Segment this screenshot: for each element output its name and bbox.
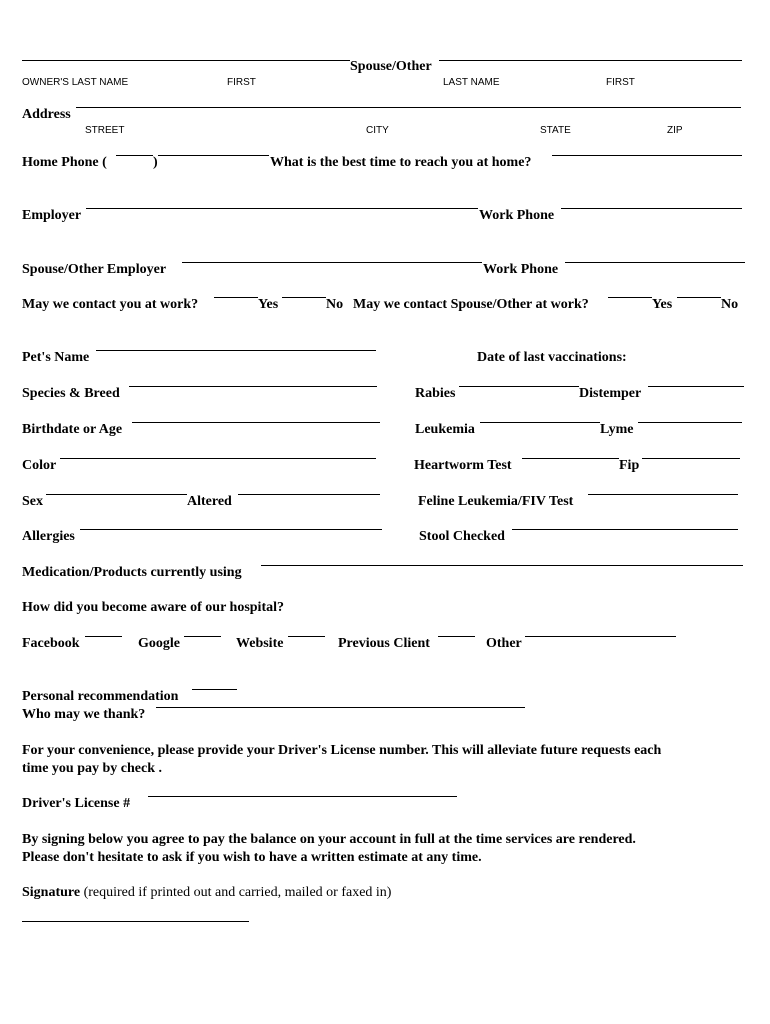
color-label: Color bbox=[22, 458, 57, 473]
signature-label bbox=[22, 885, 391, 901]
stool-checked-date-field[interactable] bbox=[512, 529, 738, 530]
spouse-work-phone-field[interactable] bbox=[565, 262, 745, 263]
contact-spouse-yes-blank[interactable] bbox=[608, 297, 652, 298]
sex-field[interactable] bbox=[46, 494, 187, 495]
employer-field[interactable] bbox=[86, 208, 478, 209]
altered-field[interactable] bbox=[238, 494, 380, 495]
heartworm-test-label: Heartworm Test bbox=[414, 458, 512, 473]
owner-last-name-caption: OWNER'S LAST NAME bbox=[22, 77, 129, 88]
agreement-line1: By signing below you agree to pay the balance on your account in full at the time services are rendered. bbox=[22, 832, 636, 847]
fip-label: Fip bbox=[619, 458, 640, 473]
birthdate-age-label: Birthdate or Age bbox=[22, 422, 123, 437]
who-may-we-thank-label: Who may we thank? bbox=[22, 707, 146, 722]
employer-label: Employer bbox=[22, 208, 82, 223]
other-field[interactable] bbox=[525, 636, 676, 637]
website-label: Website bbox=[236, 636, 284, 651]
feline-leukemia-fiv-label: Feline Leukemia/FIV Test bbox=[418, 494, 574, 509]
heartworm-test-date-field[interactable] bbox=[522, 458, 619, 459]
spouse-first-name-caption: FIRST bbox=[606, 77, 635, 88]
aware-question: How did you become aware of our hospital? bbox=[22, 600, 284, 615]
contact-work-no-label: No bbox=[326, 297, 344, 312]
distemper-date-field[interactable] bbox=[648, 386, 744, 387]
spouse-employer-label: Spouse/Other Employer bbox=[22, 262, 167, 277]
sex-label: Sex bbox=[22, 494, 43, 509]
home-phone-number-field[interactable] bbox=[158, 155, 269, 156]
best-time-field[interactable] bbox=[552, 155, 742, 156]
distemper-label: Distemper bbox=[579, 386, 642, 401]
signature-field[interactable] bbox=[22, 921, 249, 922]
license-note-line1: For your convenience, please provide your Driver's License number. This will alleviate future requests each bbox=[22, 743, 662, 758]
personal-recommendation-blank[interactable] bbox=[192, 689, 237, 690]
spouse-work-phone-label: Work Phone bbox=[483, 262, 559, 277]
signature-word: Signature bbox=[22, 885, 81, 900]
home-phone-area-code-field[interactable] bbox=[116, 155, 153, 156]
drivers-license-field[interactable] bbox=[148, 796, 457, 797]
work-phone-field[interactable] bbox=[561, 208, 742, 209]
spouse-name-field[interactable] bbox=[439, 60, 742, 61]
owner-first-name-caption: FIRST bbox=[227, 77, 256, 88]
spouse-other-label: Spouse/Other bbox=[350, 59, 432, 74]
contact-spouse-yes-label: Yes bbox=[652, 297, 673, 312]
zip-caption: ZIP bbox=[667, 125, 683, 136]
street-caption: STREET bbox=[85, 125, 125, 136]
contact-work-no-blank[interactable] bbox=[282, 297, 326, 298]
contact-spouse-question: May we contact Spouse/Other at work? bbox=[353, 297, 589, 312]
owner-name-field[interactable] bbox=[22, 60, 350, 61]
work-phone-label: Work Phone bbox=[479, 208, 555, 223]
pet-name-field[interactable] bbox=[96, 350, 376, 351]
lyme-label: Lyme bbox=[600, 422, 634, 437]
personal-recommendation-label: Personal recommendation bbox=[22, 689, 179, 704]
rabies-label: Rabies bbox=[415, 386, 456, 401]
signature-note: (required if printed out and carried, mailed or faxed in) bbox=[80, 885, 392, 900]
drivers-license-label: Driver's License # bbox=[22, 796, 131, 811]
facebook-label: Facebook bbox=[22, 636, 80, 651]
color-field[interactable] bbox=[60, 458, 376, 459]
fip-date-field[interactable] bbox=[642, 458, 740, 459]
feline-leukemia-fiv-date-field[interactable] bbox=[588, 494, 738, 495]
contact-work-yes-blank[interactable] bbox=[214, 297, 258, 298]
species-breed-field[interactable] bbox=[129, 386, 377, 387]
medication-field[interactable] bbox=[261, 565, 743, 566]
address-field[interactable] bbox=[76, 107, 741, 108]
agreement-line2: Please don't hesitate to ask if you wish to have a written estimate at any time. bbox=[22, 850, 482, 865]
state-caption: STATE bbox=[540, 125, 571, 136]
spouse-employer-field[interactable] bbox=[182, 262, 482, 263]
home-phone-label: Home Phone ( bbox=[22, 155, 107, 170]
home-phone-close-paren: ) bbox=[153, 155, 158, 170]
leukemia-date-field[interactable] bbox=[480, 422, 600, 423]
address-label: Address bbox=[22, 107, 71, 122]
previous-client-label: Previous Client bbox=[338, 636, 430, 651]
contact-work-yes-label: Yes bbox=[258, 297, 279, 312]
license-note-line2: time you pay by check . bbox=[22, 761, 162, 776]
best-time-label: What is the best time to reach you at home? bbox=[270, 155, 532, 170]
stool-checked-label: Stool Checked bbox=[419, 529, 505, 544]
medication-label: Medication/Products currently using bbox=[22, 565, 242, 580]
species-breed-label: Species & Breed bbox=[22, 386, 120, 401]
allergies-field[interactable] bbox=[80, 529, 382, 530]
facebook-blank[interactable] bbox=[85, 636, 122, 637]
website-blank[interactable] bbox=[288, 636, 325, 637]
leukemia-label: Leukemia bbox=[415, 422, 475, 437]
altered-label: Altered bbox=[187, 494, 232, 509]
vaccinations-heading: Date of last vaccinations: bbox=[477, 350, 627, 365]
contact-spouse-no-label: No bbox=[721, 297, 739, 312]
previous-client-blank[interactable] bbox=[438, 636, 475, 637]
allergies-label: Allergies bbox=[22, 529, 75, 544]
lyme-date-field[interactable] bbox=[638, 422, 742, 423]
contact-at-work-question: May we contact you at work? bbox=[22, 297, 199, 312]
other-label: Other bbox=[486, 636, 522, 651]
spouse-last-name-caption: LAST NAME bbox=[443, 77, 500, 88]
city-caption: CITY bbox=[366, 125, 389, 136]
who-may-we-thank-field[interactable] bbox=[156, 707, 525, 708]
rabies-date-field[interactable] bbox=[459, 386, 579, 387]
google-blank[interactable] bbox=[184, 636, 221, 637]
contact-spouse-no-blank[interactable] bbox=[677, 297, 721, 298]
birthdate-age-field[interactable] bbox=[132, 422, 380, 423]
google-label: Google bbox=[138, 636, 180, 651]
pet-name-label: Pet's Name bbox=[22, 350, 90, 365]
